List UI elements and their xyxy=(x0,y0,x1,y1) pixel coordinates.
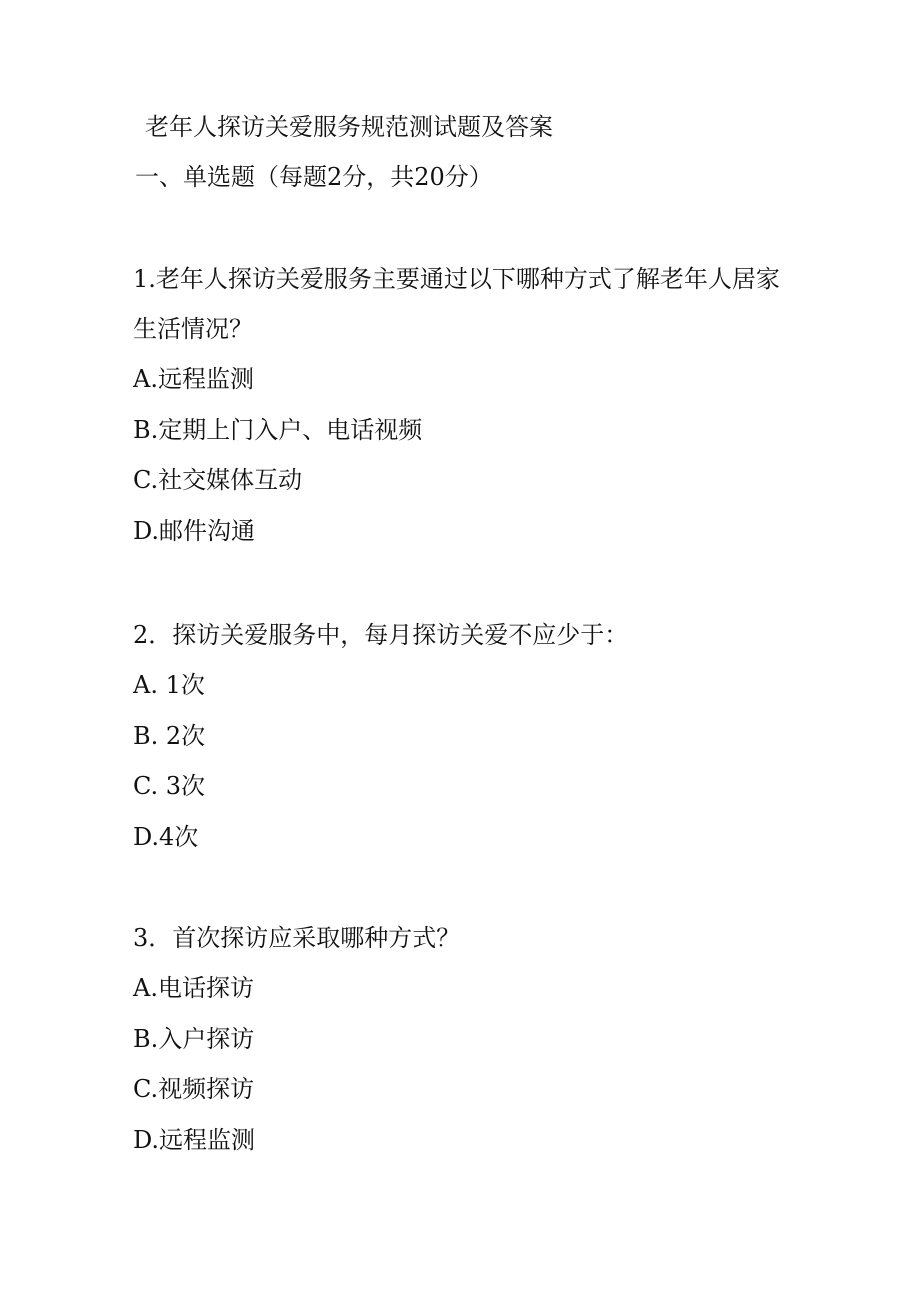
option-a: A.电话探访 xyxy=(133,974,254,1002)
question-text: 1.老年人探访关爱服务主要通过以下哪种方式了解老年人居家生活情况？ xyxy=(133,265,780,343)
question-3 xyxy=(133,913,793,1165)
option-b: B.入户探访 xyxy=(133,1024,255,1053)
option-list xyxy=(133,354,793,556)
option-d: D.远程监测 xyxy=(133,1125,256,1154)
document-title: 老年人探访关爱服务规范测试题及答案 xyxy=(145,113,553,141)
option-list xyxy=(133,963,793,1165)
section-heading: 一、单选题（每题2分，共20分） xyxy=(135,163,493,191)
question-text: 3．首次探访应采取哪种方式？ xyxy=(133,924,461,952)
option-c: C. 3次 xyxy=(133,772,206,800)
option-a: A. 1次 xyxy=(133,671,205,699)
option-list xyxy=(133,660,793,862)
question-1 xyxy=(133,254,793,556)
question-text: 2．探访关爱服务中，每月探访关爱不应少于： xyxy=(133,621,629,649)
option-c: C.社交媒体互动 xyxy=(133,466,303,494)
option-b: B. 2次 xyxy=(133,721,206,750)
question-2 xyxy=(133,610,793,862)
option-d: D.邮件沟通 xyxy=(133,516,256,545)
option-c: C.视频探访 xyxy=(133,1075,255,1103)
option-a: A.远程监测 xyxy=(133,365,254,393)
option-b: B.定期上门入户、电话视频 xyxy=(133,415,423,444)
option-d: D.4次 xyxy=(133,822,199,851)
